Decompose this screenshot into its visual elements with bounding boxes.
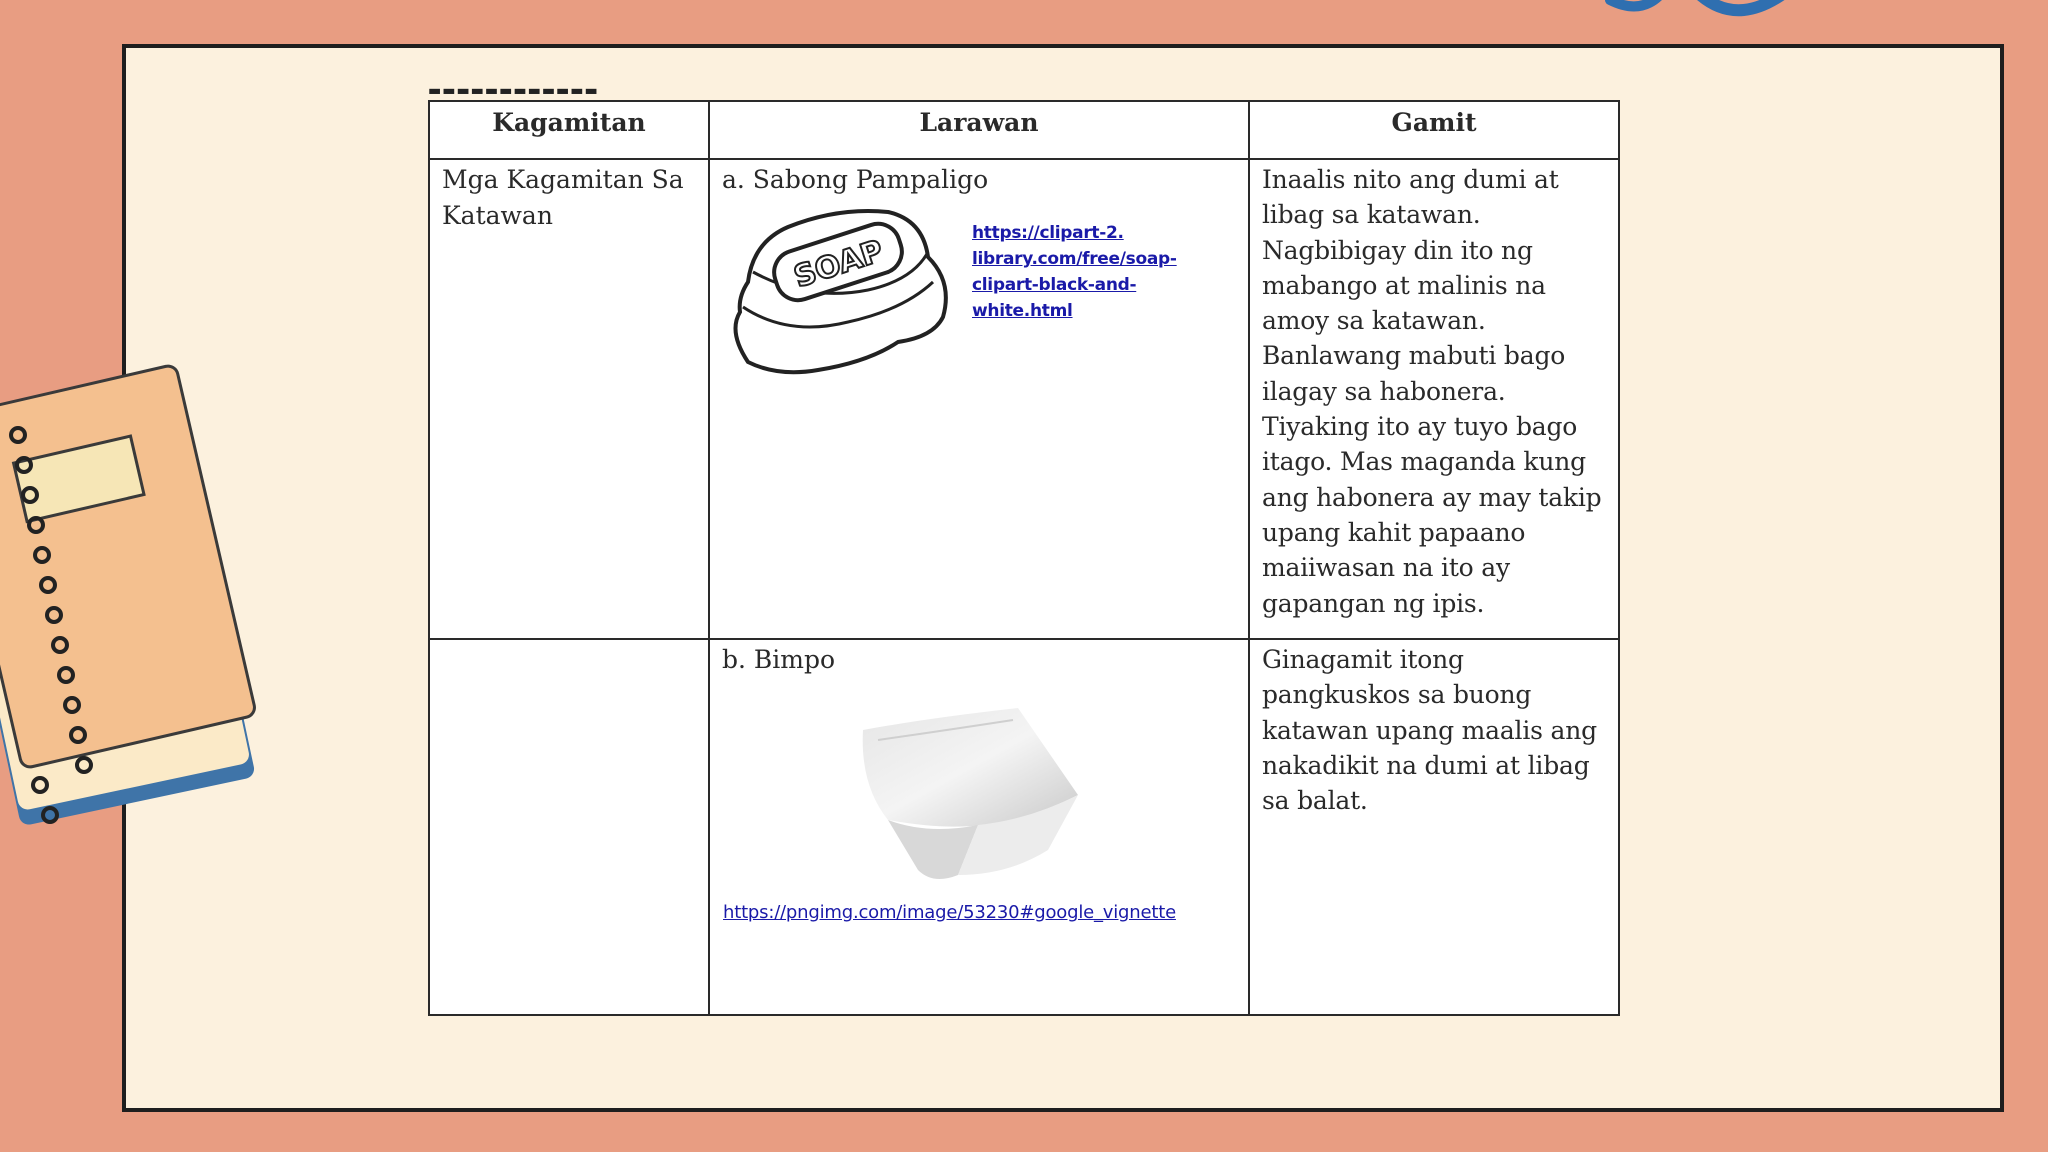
column-header-kagamitan: Kagamitan — [429, 101, 709, 159]
table-row — [429, 639, 1619, 1015]
soap-picture-area — [710, 160, 1248, 580]
larawan-cell — [709, 639, 1249, 1015]
kagamitan-cell — [429, 159, 709, 639]
larawan-label: b. Bimpo — [722, 645, 836, 674]
kagamitan-text — [430, 640, 708, 642]
towel-image-source-link[interactable]: https://pngimg.com/image/53230#google_vignette — [723, 902, 1176, 923]
notebooks-illustration — [0, 315, 300, 855]
gamit-cell — [1249, 639, 1619, 1015]
kagamitan-cell — [429, 639, 709, 1015]
soap-image-source-link[interactable]: https://clipart-2. library.com/free/soap-clipart-black-and-white.html — [972, 223, 1177, 321]
towel-picture-area — [710, 640, 1248, 970]
document-page — [428, 100, 1618, 1016]
cropped-heading-line: ▬▬▬▬▬▬▬▬▬▬▬▬ — [428, 86, 599, 98]
column-header-gamit: Gamit — [1249, 101, 1619, 159]
kagamitan-text: Mga Kagamitan Sa Katawan — [442, 165, 684, 230]
soap-bar-icon — [728, 202, 958, 377]
decorative-swirl — [1600, 0, 1830, 30]
larawan-cell — [709, 159, 1249, 639]
larawan-label: a. Sabong Pampaligo — [722, 165, 989, 194]
washcloth-icon — [848, 700, 1098, 890]
gamit-cell — [1249, 159, 1619, 639]
svg-text:SOAP: SOAP — [789, 233, 888, 296]
lesson-table — [428, 100, 1620, 1016]
gamit-text: Inaalis nito ang dumi at libag sa katawan. Nagbibigay din ito ng mabango at malinis na amoy sa katawan. Banlawang mabuti bago ilagay sa habonera. Tiyaking ito ay tuyo bago itago. Mas maganda kung ang habonera ay may takip upang kahit papaano maiiwasan na ito ay gapangan ng ipis. — [1262, 165, 1602, 618]
table-row — [429, 159, 1619, 639]
gamit-text: Ginagamit itong pangkuskos sa buong katawan upang maalis ang nakadikit na dumi at libag sa balat. — [1262, 645, 1597, 816]
column-header-larawan: Larawan — [709, 101, 1249, 159]
table-header-row — [429, 101, 1619, 159]
